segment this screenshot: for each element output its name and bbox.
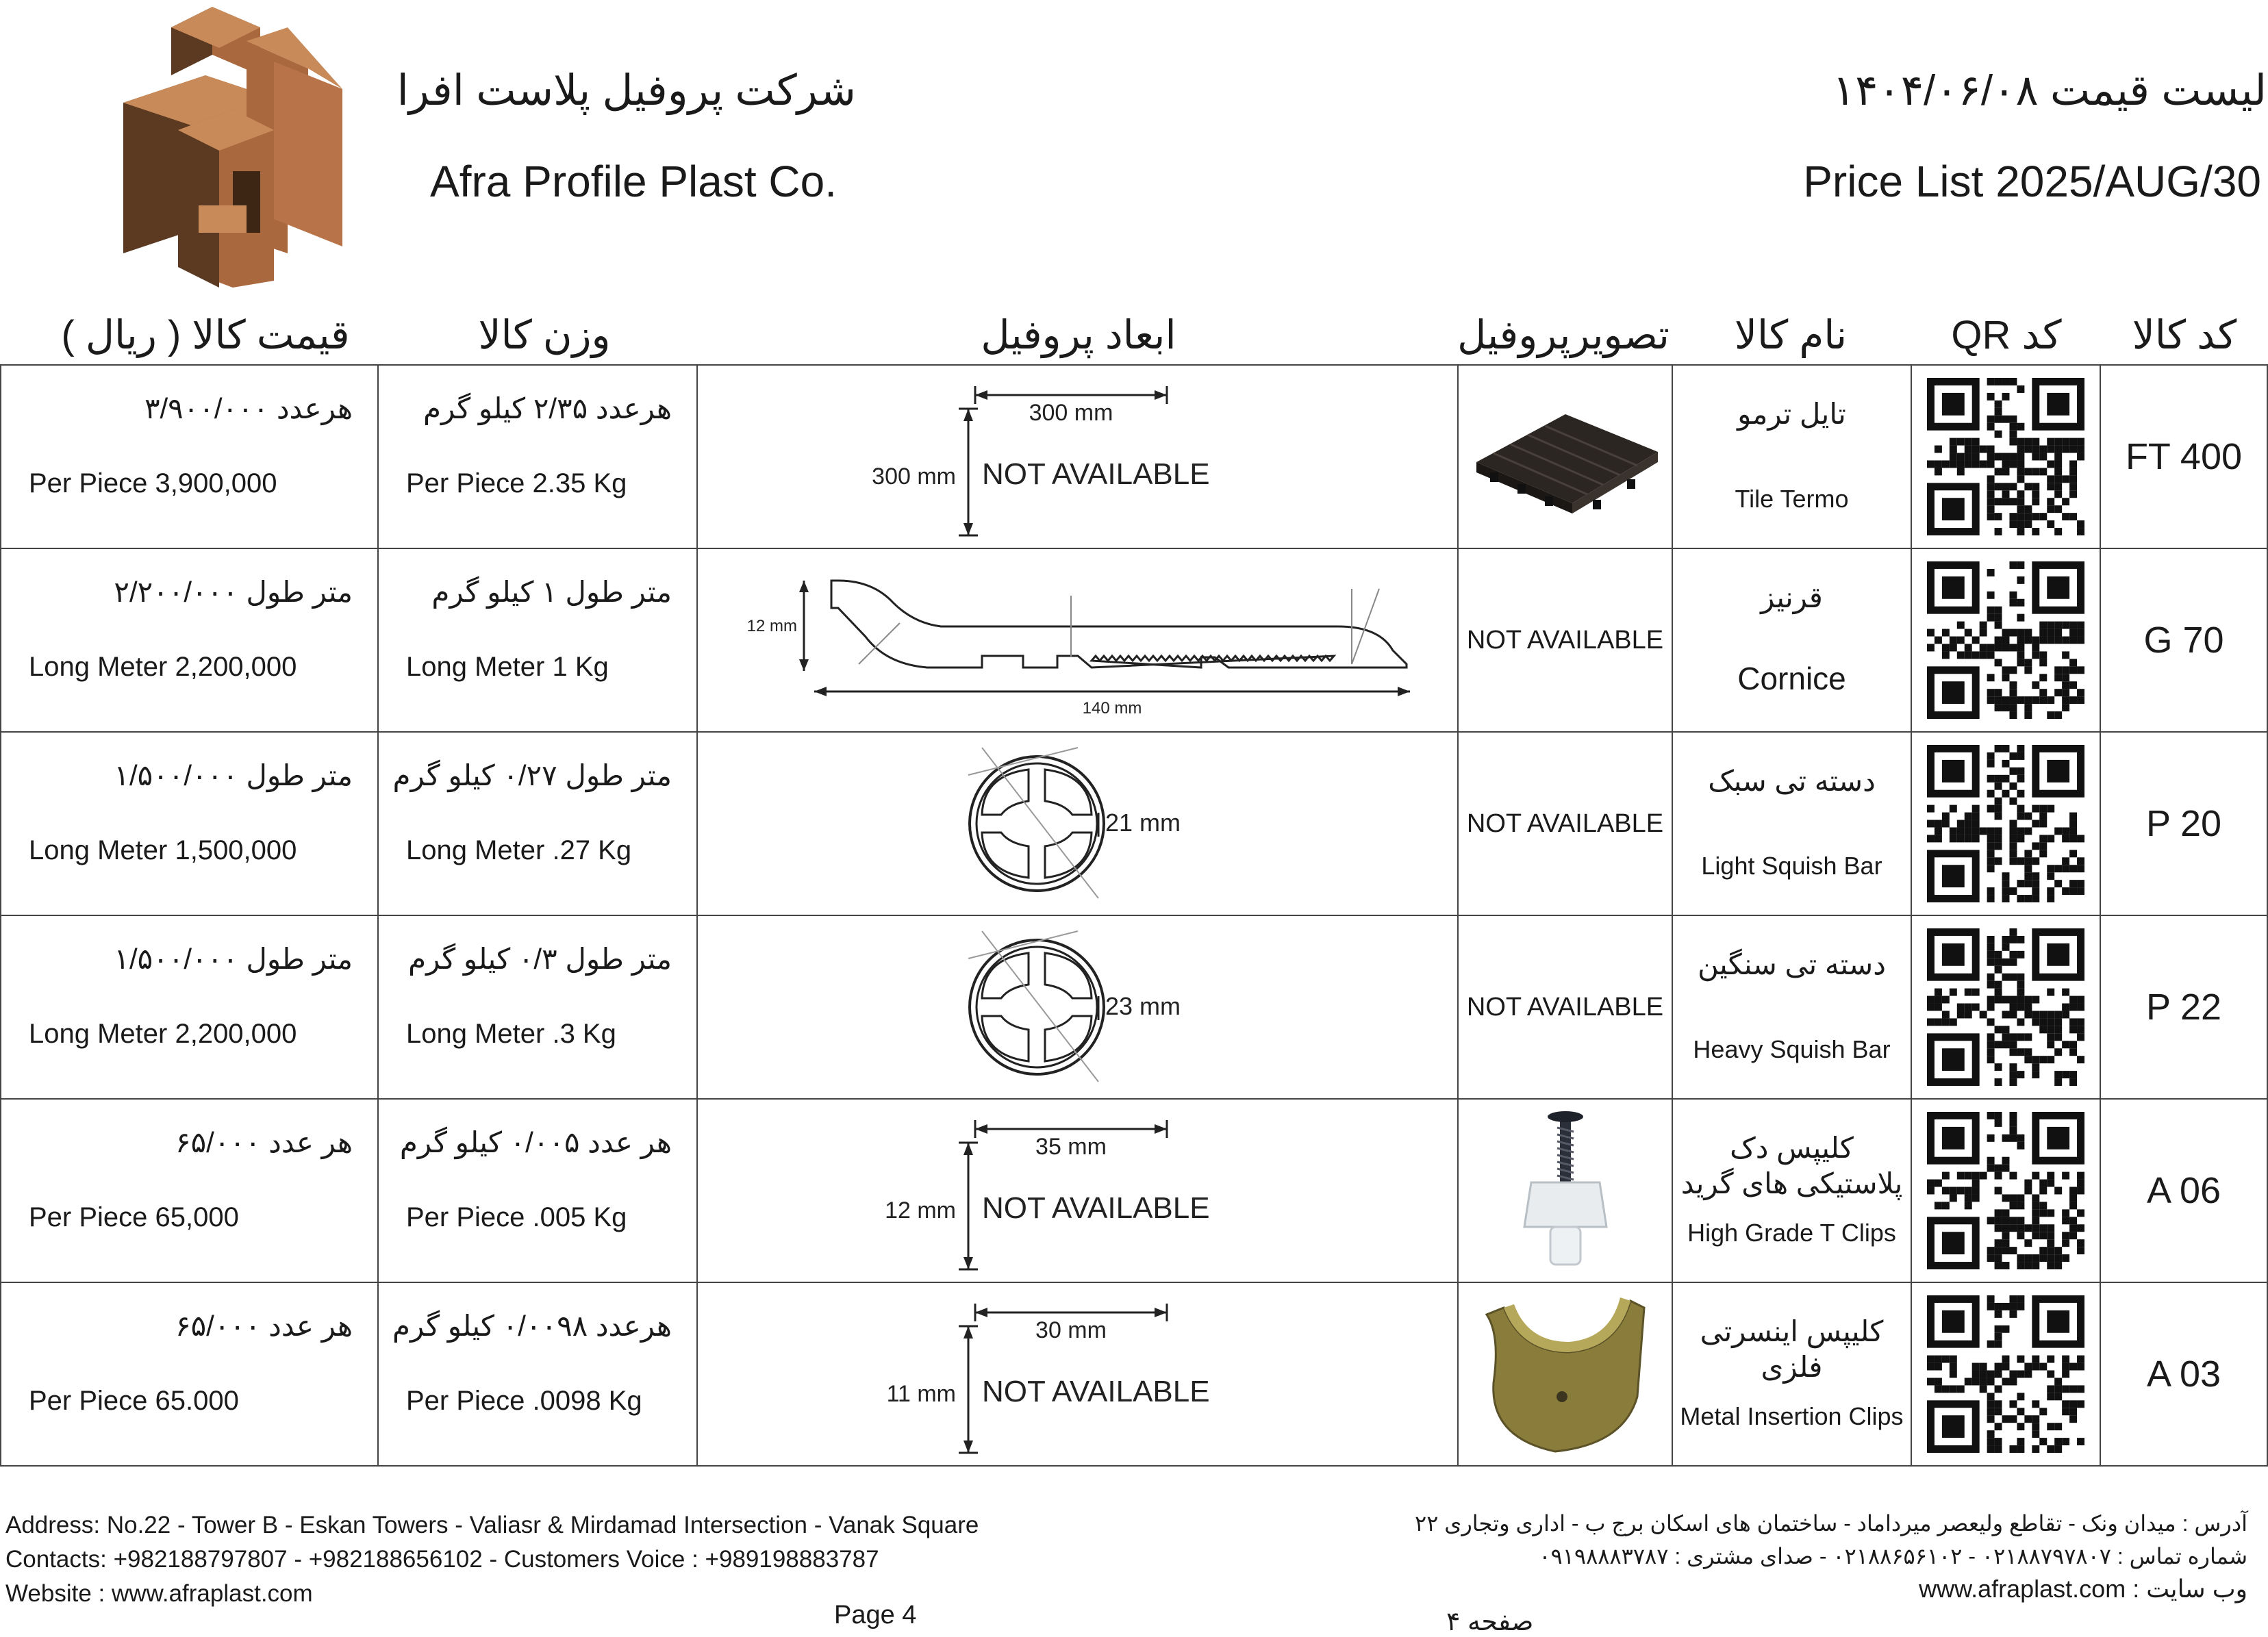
image-cell [1458, 1099, 1672, 1282]
product-code: FT 400 [2100, 365, 2267, 548]
weight-fa: متر طول ۰/۲۷ کیلو گرم [392, 759, 672, 791]
footer-website-fa[interactable]: وب سایت : www.afraplast.com [1919, 1575, 2247, 1603]
col-header-qr: کد QR [1951, 313, 2062, 357]
col-header-image: تصویرپروفیل [1457, 313, 1670, 357]
product-code: A 06 [2100, 1099, 2267, 1282]
dims-width-label: 30 mm [1035, 1317, 1107, 1343]
dims-cell [697, 732, 1458, 915]
company-name-en: Afra Profile Plast Co. [430, 157, 837, 206]
name-en: Cornice [1737, 661, 1846, 696]
name-fa: تایل ترمو [1737, 398, 1846, 430]
weight-en: Per Piece .005 Kg [406, 1202, 627, 1232]
qr-code[interactable] [1912, 745, 2100, 902]
page-number-en: Page 4 [834, 1601, 917, 1629]
dims-height-label: 12 mm [884, 1197, 956, 1223]
dims-na-label: NOT AVAILABLE [981, 1375, 1210, 1408]
metal-clip-photo [1473, 1287, 1658, 1458]
qr-code[interactable] [1912, 378, 2100, 535]
price-fa: متر طول ۱/۵۰۰/۰۰۰ [114, 759, 353, 791]
product-code: P 20 [2100, 732, 2267, 915]
weight-en: Long Meter .3 Kg [406, 1019, 616, 1049]
weight-en: Per Piece 2.35 Kg [406, 468, 627, 498]
price-en: Per Piece 3,900,000 [29, 468, 277, 498]
pricelist-date-fa: لیست قیمت ۱۴۰۴/۰۶/۰۸ [1832, 67, 2267, 114]
name-cell [1672, 915, 1911, 1099]
price-fa: متر طول ۲/۲۰۰/۰۰۰ [114, 576, 353, 608]
weight-cell [378, 1099, 697, 1282]
name-fa: دسته تی سبک [1708, 765, 1876, 797]
price-en: Per Piece 65.000 [29, 1386, 239, 1416]
weight-cell [378, 915, 697, 1099]
dims-width-label: 35 mm [1035, 1134, 1107, 1160]
image-cell [1458, 915, 1672, 1099]
weight-cell [378, 548, 697, 732]
dims-height-label: 11 mm [886, 1381, 956, 1407]
name-cell [1672, 1099, 1911, 1282]
weight-fa: هر عدد ۰/۰۰۵ کیلو گرم [399, 1126, 672, 1158]
qr-cell[interactable] [1911, 365, 2100, 548]
price-en: Long Meter 2,200,000 [29, 1019, 297, 1049]
dims-height-label: 300 mm [871, 464, 956, 490]
qr-cell[interactable] [1911, 548, 2100, 732]
qr-cell[interactable] [1911, 732, 2100, 915]
name-cell [1672, 365, 1911, 548]
qr-code[interactable] [1912, 561, 2100, 719]
price-en: Long Meter 1,500,000 [29, 835, 297, 865]
table-row [1, 365, 2267, 548]
image-na-label: NOT AVAILABLE [1466, 992, 1664, 1021]
tile-termo-photo [1470, 387, 1661, 524]
price-fa: متر طول ۱/۵۰۰/۰۰۰ [114, 943, 353, 975]
name-en: Tile Termo [1735, 485, 1849, 513]
col-header-price: قیمت کالا ( ریال ) [61, 313, 350, 357]
name-cell [1672, 548, 1911, 732]
weight-cell [378, 732, 697, 915]
name-en: Heavy Squish Bar [1693, 1035, 1891, 1063]
dims-width-label: 23 mm [1105, 992, 1181, 1020]
price-cell [1, 915, 378, 1099]
qr-code[interactable] [1912, 1112, 2100, 1269]
dims-width-label: 140 mm [1082, 699, 1142, 718]
price-cell [1, 365, 378, 548]
dims-cell [697, 548, 1458, 732]
price-cell [1, 1099, 378, 1282]
name-cell [1672, 1282, 1911, 1466]
footer-website-en[interactable]: Website : www.afraplast.com [5, 1580, 313, 1607]
price-fa: هرعدد ۳/۹۰۰/۰۰۰ [144, 392, 353, 424]
qr-code[interactable] [1912, 928, 2100, 1086]
table-row [1, 1282, 2267, 1466]
image-cell [1458, 365, 1672, 548]
footer-address-en: Address: No.22 - Tower B - Eskan Towers - Valiasr & Mirdamad Intersection - Vanak Square [5, 1512, 979, 1538]
company-logo [110, 0, 356, 288]
name-en: High Grade T Clips [1687, 1219, 1896, 1247]
image-na-label: NOT AVAILABLE [1466, 809, 1664, 838]
image-na-label: NOT AVAILABLE [1466, 625, 1664, 655]
name-fa: کلیپس اینسرتی فلزی [1700, 1315, 1884, 1383]
price-fa: هر عدد ۶۵/۰۰۰ [175, 1310, 353, 1342]
dims-width-label: 300 mm [1029, 400, 1113, 426]
weight-en: Long Meter .27 Kg [406, 835, 632, 865]
name-cell [1672, 732, 1911, 915]
price-table [0, 364, 2268, 1467]
qr-cell[interactable] [1911, 1282, 2100, 1466]
dims-cell [697, 1099, 1458, 1282]
t-clip-photo [1497, 1107, 1634, 1271]
dims-width-label: 21 mm [1105, 809, 1181, 837]
footer-address-fa: آدرس : میدان ونک - تقاطع ولیعصر میرداماد - ساختمان های اسکان برج ب - اداری وتجاری ۲۲ [1415, 1511, 2247, 1536]
table-row [1, 732, 2267, 915]
pricelist-date-en: Price List 2025/AUG/30 [1803, 157, 2261, 206]
price-en: Long Meter 2,200,000 [29, 652, 297, 682]
weight-fa: متر طول ۰/۳ کیلو گرم [408, 943, 672, 975]
table-row [1, 915, 2267, 1099]
dims-height-label: 12 mm [746, 617, 797, 635]
weight-en: Per Piece .0098 Kg [406, 1386, 642, 1416]
weight-fa: هرعدد ۰/۰۰۹۸ کیلو گرم [392, 1310, 672, 1342]
table-row [1, 1099, 2267, 1282]
name-en: Light Squish Bar [1701, 852, 1882, 880]
table-row [1, 548, 2267, 732]
qr-code[interactable] [1912, 1295, 2100, 1453]
col-header-code: کد کالا [2132, 313, 2237, 357]
qr-cell[interactable] [1911, 1099, 2100, 1282]
product-code: A 03 [2100, 1282, 2267, 1466]
price-en: Per Piece 65,000 [29, 1202, 239, 1232]
product-code: G 70 [2100, 548, 2267, 732]
price-cell [1, 1282, 378, 1466]
weight-en: Long Meter 1 Kg [406, 652, 609, 682]
dims-cell [697, 915, 1458, 1099]
dims-na-label: NOT AVAILABLE [981, 1191, 1210, 1225]
name-fa: کلیپس دک پلاستیکی های گرید [1680, 1132, 1903, 1200]
dims-cell [697, 1282, 1458, 1466]
name-fa: قرنیز [1761, 581, 1823, 613]
col-header-name: نام کالا [1734, 313, 1848, 357]
col-header-weight: وزن کالا [478, 313, 611, 357]
name-en: Metal Insertion Clips [1680, 1402, 1904, 1430]
col-header-dims: ابعاد پروفیل [981, 313, 1176, 357]
weight-fa: متر طول ۱ کیلو گرم [431, 576, 672, 608]
qr-cell[interactable] [1911, 915, 2100, 1099]
dims-na-label: NOT AVAILABLE [981, 457, 1210, 491]
name-fa: دسته تی سنگین [1698, 948, 1886, 980]
page-number-fa: صفحه ۴ [1446, 1608, 1534, 1636]
weight-cell [378, 1282, 697, 1466]
price-cell [1, 548, 378, 732]
weight-cell [378, 365, 697, 548]
price-fa: هر عدد ۶۵/۰۰۰ [175, 1126, 353, 1158]
footer-contacts-en: Contacts: +982188797807 - +982188656102 - Customers Voice : +989198883787 [5, 1546, 879, 1573]
product-code: P 22 [2100, 915, 2267, 1099]
image-cell [1458, 1282, 1672, 1466]
weight-fa: هرعدد ۲/۳۵ کیلو گرم [423, 392, 672, 424]
footer-contacts-fa: شماره تماس : ۰۲۱۸۸۷۹۷۸۰۷ - ۰۲۱۸۸۶۵۶۱۰۲ - صدای مشتری : ۰۹۱۹۸۸۸۳۷۸۷ [1539, 1544, 2247, 1569]
dims-cell [697, 365, 1458, 548]
price-cell [1, 732, 378, 915]
image-cell [1458, 732, 1672, 915]
image-cell [1458, 548, 1672, 732]
company-name-fa: شرکت پروفیل پلاست افرا [396, 67, 856, 114]
